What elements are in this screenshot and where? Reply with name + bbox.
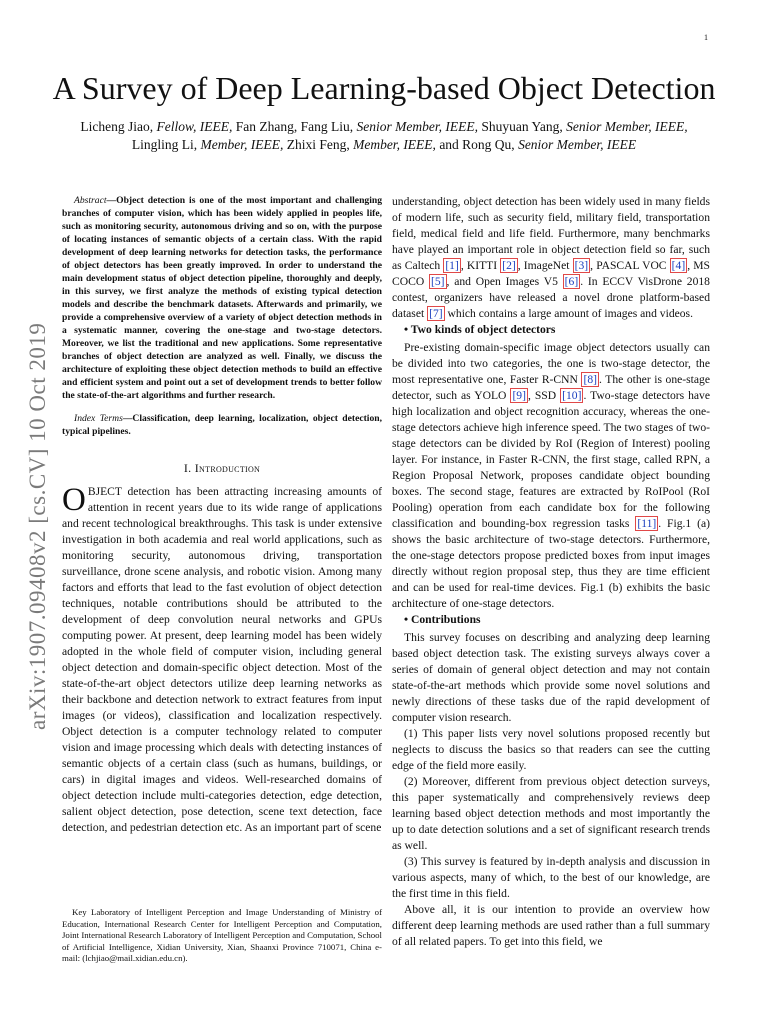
section-heading-introduction: I. Introduction [183, 461, 261, 475]
affiliation-footnote: Key Laboratory of Intelligent Perception and Image Understanding of Ministry of Education, International Research Center for Intelligent Perception and Computation, Joint International Research Laboratory of Intelligent Perception and Computation, School of Artificial Intelligence, Xidian University, Xian, Shaanxi Province 710071, China e-mail: (lchjiao@mail.xidian.edu.cn). [62, 907, 382, 963]
bullet-heading-two-kinds: • Two kinds of object detectors [404, 323, 556, 336]
author-affiliation: Senior Member, IEEE [518, 137, 637, 152]
text-run: , and Open Images V5 [446, 275, 563, 288]
body-paragraph: (1) This paper lists very novel solutions proposed recently but neglects to discuss the basics so that readers can see the cutting edge of the field more easily. [392, 727, 710, 772]
author-affiliation: Member, IEEE, [200, 137, 284, 152]
bullet-heading-contributions: • Contributions [404, 613, 481, 626]
text-run: . In ECCV VisDrone 2018 contest, organizers have released a novel drone platform-based dataset [392, 275, 710, 320]
text-run: Pre-existing domain-specific image object detectors usually can be divided into two categories, the one is two-stage detector, the most representative one, Faster R-CNN [392, 341, 710, 386]
abstract-label: Abstract [74, 195, 107, 206]
text-run: understanding, object detection has been widely used in many fields of modern life, such as security field, military field, transportation field, medical field and life field. Furthermore, many benchmarks have played an important role in object detection field so far, such as Caltech [392, 195, 710, 272]
author-name: Fan Zhang, Fang Liu, [235, 119, 354, 134]
author-affiliation: Fellow, IEEE, [156, 119, 233, 134]
author-name: Licheng Jiao, [80, 119, 154, 134]
citation-link[interactable]: [3] [574, 259, 589, 272]
author-affiliation: Senior Member, IEEE, [356, 119, 478, 134]
page-number: 1 [704, 33, 708, 42]
text-run: . The other is one-stage detector, such as YOLO [392, 373, 710, 402]
abstract-text: —Object detection is one of the most important and challenging branches of computer vision, which has been widely applied in peoples life, such as monitoring security, autonomous driving and so on, with the purpose of locating instances of semantic objects of a certain class. With the rapid development of deep learning networks for detection tasks, the performance of object detectors has been greatly improved. In order to understand the main development status of object detection pipeline, thoroughly and deeply, in this survey, we first analyze the methods of existing typical detection models and describe the benchmark datasets. Afterwards and primarily, we provide a comprehensive overview of a variety of object detection methods in a systematic manner, covering the one-stage and two-stage detectors. Moreover, we list the traditional and new applications. Some representative branches of object detection are analyzed as well. Finally, we discuss the architecture of exploiting these object detection methods to build an effective and efficient system and point out a set of development trends to better follow the state-of-the-art algorithms and further research. [62, 195, 382, 401]
text-run: , SSD [527, 389, 561, 402]
intro-text: detection has been attracting increasing amounts of attention in recent years due to its wide range of applications and recent technological breakthroughs. This task is under extensive investigation in both academia and real world applications, such as monitoring security, autonomous driving, transportation surveillance, drone scene analysis, and robotic vision. Among many factors and efforts that lead to the fast evolution of object detection techniques, notable contributions should be attributed to the development of deep convolution neural networks and GPUs computing power. At present, deep learning model has been widely adopted in the whole field of computer vision, including general object detection and domain-specific object detection. Most of the state-of-the-art object detectors utilize deep learning networks as their backbone and detection network to extract features from input images (or videos), classification and localization respectively. Object detection is a computer technology related to computer vision and image processing which deals with detecting instances of semantic objects of a certain class (such as humans, buildings, or cars) in digital images and videos. Well-researched domains of object detection include multi-categories detection, edge detection, salient object detection, pose detection, scene text detection, face detection, and pedestrian detection etc. As an important part of scene [62, 485, 382, 834]
body-paragraph: Above all, it is our intention to provide an overview how different deep learning methods are used rather than a full summary of all related papers. To get into this field, we [392, 903, 710, 948]
abstract [62, 194, 382, 402]
body-paragraph [392, 194, 710, 322]
intro-first-word: BJECT [87, 485, 122, 498]
index-terms [62, 412, 382, 438]
intro-paragraph [62, 484, 382, 836]
index-terms-text: —Classification, deep learning, localization, object detection, typical pipelines. [62, 413, 382, 437]
right-column [392, 194, 710, 950]
citation-link[interactable]: [1] [445, 259, 459, 272]
author-name: Lingling Li, [131, 137, 198, 152]
paper-title: A Survey of Deep Learning-based Object Detection [52, 70, 716, 106]
body-paragraph: This survey focuses on describing and analyzing deep learning based object detection task. The existing surveys always cover a series of domain of general object detection and may not contain state-of-the-art methods which provide some novel solutions and newly directions of these tasks due of the rapid development of computer vision research. [392, 631, 710, 724]
text-run: , MS COCO [392, 259, 710, 288]
citation-link[interactable]: [6] [564, 275, 579, 288]
drop-cap: O [62, 482, 86, 518]
author-name: Shuyuan Yang, [481, 119, 563, 134]
arxiv-identifier-stamp: arXiv:1907.09408v2 [cs.CV] 10 Oct 2019 [25, 322, 50, 730]
citation-link[interactable]: [11] [637, 517, 657, 530]
text-run: . Two-stage detectors have high localization and object recognition accuracy, whereas the one-stage detectors achieve high inference speed. The two stages of two-stage detectors can be divided by RoI (Region of Interest) pooling layer. For instance, in Faster R-CNN, the first stage, called RPN, a Region Proposal Network, proposes candidate object bounding boxes. The second stage, features are extracted by RoIPool (RoI Pooling) operation from each candidate box for the following classification and bounding-box regression tasks [392, 389, 711, 530]
index-terms-label: Index Terms [74, 413, 123, 424]
left-column [62, 194, 382, 836]
citation-link[interactable]: [4] [671, 259, 686, 272]
author-affiliation: Senior Member, IEEE, [566, 119, 688, 134]
author-name: and Rong Qu, [439, 137, 515, 152]
text-run: , ImageNet [517, 259, 573, 272]
author-affiliation: Member, IEEE, [353, 137, 436, 152]
citation-link[interactable]: [9] [512, 389, 526, 402]
citation-link[interactable]: [10] [562, 389, 582, 402]
citation-link[interactable]: [2] [502, 259, 516, 272]
text-run: , PASCAL VOC [590, 259, 670, 272]
body-paragraph [392, 340, 710, 612]
citation-link[interactable]: [7] [429, 307, 443, 320]
author-list [70, 118, 698, 154]
body-paragraph: (3) This survey is featured by in-depth analysis and discussion in various aspects, many of which, to the best of our knowledge, are the first time in this field. [392, 855, 710, 900]
citation-link[interactable]: [8] [583, 373, 597, 386]
body-paragraph: (2) Moreover, different from previous object detection surveys, this paper systematically and comprehensively reviews deep learning based object detection methods and most importantly the up to date detection solutions and a set of significant research trends as well. [392, 775, 710, 852]
citation-link[interactable]: [5] [431, 275, 445, 288]
text-run: which contains a large amount of images and videos. [444, 307, 693, 320]
text-run: , KITTI [460, 259, 501, 272]
author-name: Zhixi Feng, [286, 137, 350, 152]
text-run: . Fig.1 (a) shows the basic architecture of two-stage detectors. Furthermore, the one-stage detectors propose predicted boxes from input images directly without region proposal step, thus they are time efficient and can be used for real-time devices. Fig.1 (b) exhibits the basic architecture of one-stage detectors. [392, 517, 710, 610]
